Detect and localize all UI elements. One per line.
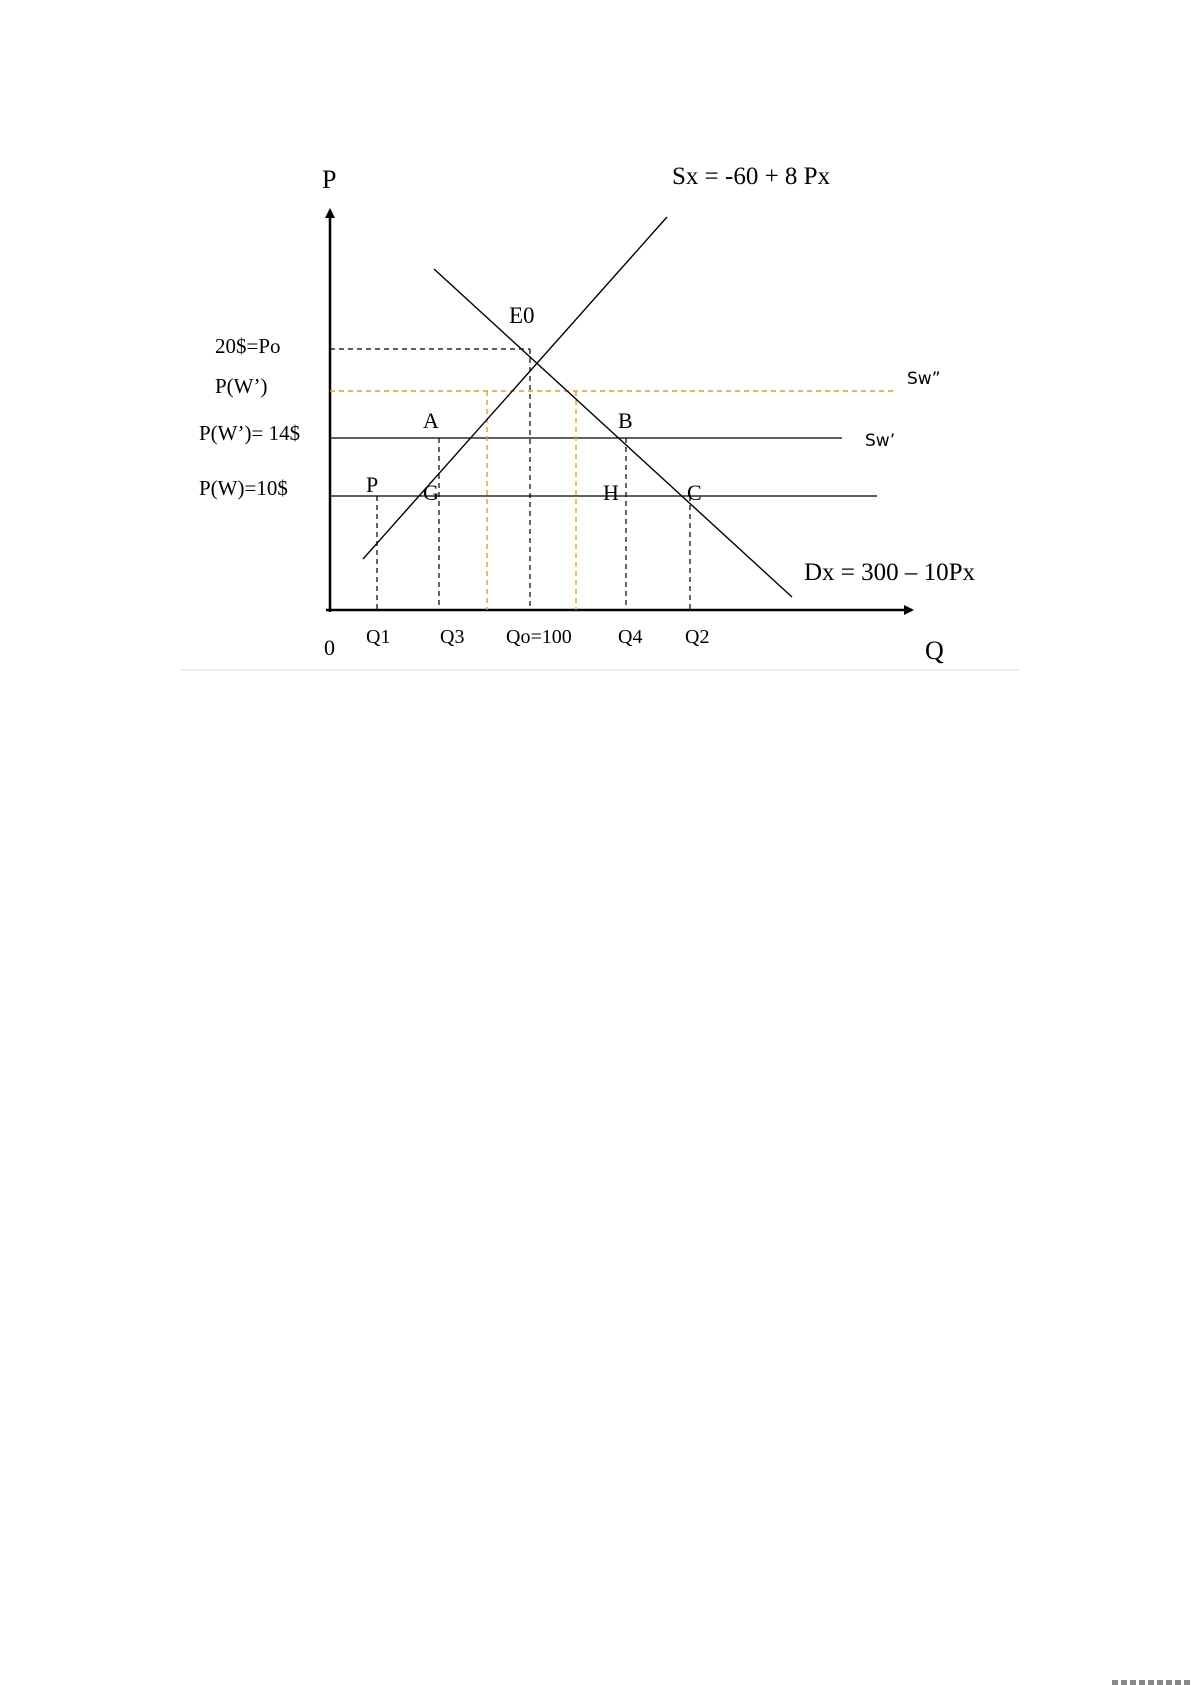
q2-label: Q2 — [685, 626, 710, 648]
q3-label: Q3 — [440, 626, 465, 648]
point-e0-label: E0 — [509, 303, 535, 328]
qo-label: Qo=100 — [506, 626, 572, 648]
sw-double-prime-label: Sw” — [907, 369, 941, 389]
pw-prime-label: P(W’)= 14$ — [199, 421, 301, 445]
pw-double-prime-label: P(W’) — [215, 374, 268, 398]
x-axis-label: Q — [925, 636, 944, 665]
po-label: 20$=Po — [215, 334, 281, 358]
origin-label: 0 — [324, 635, 335, 660]
page-edge-marks — [1112, 1680, 1192, 1685]
point-h-label: H — [603, 480, 619, 505]
supply-curve — [363, 217, 667, 559]
point-c-label: C — [687, 480, 702, 505]
q4-label: Q4 — [618, 626, 643, 648]
point-a-label: A — [423, 408, 439, 433]
point-g-label: G — [423, 480, 439, 505]
supply-equation: Sx = -60 + 8 Px — [672, 163, 831, 190]
pw-label: P(W)=10$ — [199, 476, 288, 500]
q1-label: Q1 — [366, 626, 391, 648]
sw-prime-label: Sw’ — [865, 431, 896, 451]
demand-equation: Dx = 300 – 10Px — [804, 559, 976, 586]
point-b-label: B — [618, 408, 633, 433]
y-axis-label: P — [322, 165, 337, 194]
demand-curve — [434, 269, 792, 597]
point-p-label: P — [366, 472, 379, 497]
